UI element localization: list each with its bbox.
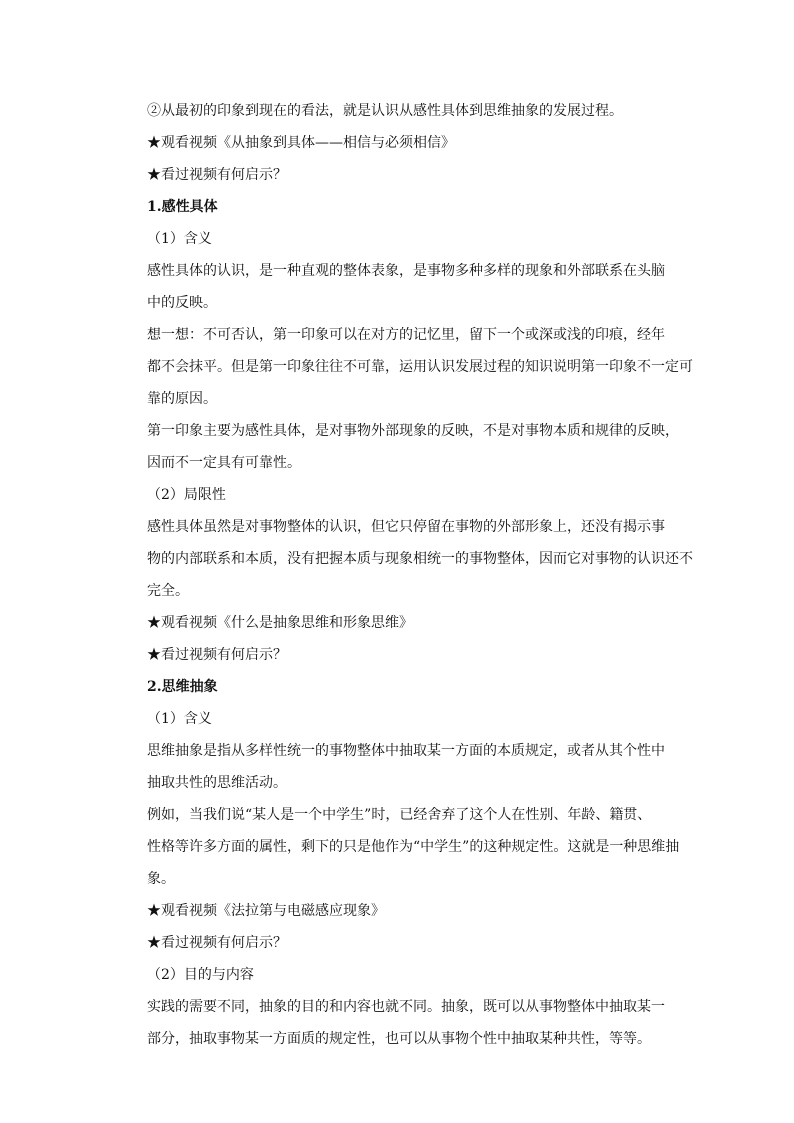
text-line: ②从最初的印象到现在的看法，就是认识从感性具体到思维抽象的发展过程。	[147, 103, 623, 119]
text-line: 完全。	[147, 583, 189, 599]
subheading-limitations	[147, 479, 682, 511]
paragraph-think-about-it	[147, 319, 693, 415]
text-line: ★观看视频《法拉第与电磁感应现象》	[147, 903, 385, 919]
heading-thinking-abstraction	[147, 671, 682, 703]
paragraph-development-process	[147, 95, 682, 127]
video-prompt-abstract-to-concrete	[147, 127, 682, 159]
text-line: 思维抽象是指从多样性统一的事物整体中抽取某一方面的本质规定，或者从其个性中	[147, 743, 665, 759]
paragraph-perceptual-definition	[147, 255, 682, 319]
text-line: （2）局限性	[147, 487, 226, 503]
video-reflection-question	[147, 639, 682, 671]
text-line: 性格等许多方面的属性，剩下的只是他作为“中学生”的这种规定性。这就是一种思维抽	[147, 839, 680, 855]
text-line: ★看过视频有何启示？	[147, 167, 287, 183]
text-line: （1）含义	[147, 231, 212, 247]
text-line: 靠的原因。	[147, 391, 217, 407]
text-line: 感性具体的认识，是一种直观的整体表象，是事物多种多样的现象和外部联系在头脑	[147, 263, 665, 279]
paragraph-purpose-content	[147, 991, 682, 1055]
text-line: 抽取共性的思维活动。	[147, 775, 287, 791]
text-line: 2.思维抽象	[147, 679, 218, 695]
text-line: 想一想：不可否认，第一印象可以在对方的记忆里，留下一个或深或浅的印痕，经年	[147, 327, 665, 343]
video-prompt-abstract-thinking	[147, 607, 682, 639]
text-line: （2）目的与内容	[147, 967, 254, 983]
text-line: 实践的需要不同，抽象的目的和内容也就不同。抽象，既可以从事物整体中抽取某一	[147, 999, 665, 1015]
paragraph-abstraction-definition	[147, 735, 682, 799]
text-line: 都不会抹平。但是第一印象往往不可靠，运用认识发展过程的知识说明第一印象不一定可	[147, 359, 693, 375]
text-line: 因而不一定具有可靠性。	[147, 455, 301, 471]
text-line: ★看过视频有何启示？	[147, 935, 287, 951]
paragraph-first-impression-answer	[147, 415, 682, 479]
text-line: ★观看视频《从抽象到具体——相信与必须相信》	[147, 135, 455, 151]
heading-perceptual-concrete	[147, 191, 682, 223]
subheading-meaning	[147, 223, 682, 255]
text-line: 感性具体虽然是对事物整体的认识，但它只停留在事物的外部形象上，还没有揭示事	[147, 519, 665, 535]
text-line: 第一印象主要为感性具体，是对事物外部现象的反映，不是对事物本质和规律的反映，	[147, 423, 679, 439]
text-line: 1.感性具体	[147, 199, 218, 215]
subheading-purpose-content	[147, 959, 682, 991]
text-line: （1）含义	[147, 711, 212, 727]
text-line: ★观看视频《什么是抽象思维和形象思维》	[147, 615, 413, 631]
document-body	[147, 95, 693, 1055]
subheading-meaning	[147, 703, 682, 735]
text-line: 象。	[147, 871, 175, 887]
text-line: 部分，抽取事物某一方面质的规定性，也可以从事物个性中抽取某种共性，等等。	[147, 1031, 651, 1047]
text-line: ★看过视频有何启示？	[147, 647, 287, 663]
video-reflection-question	[147, 927, 682, 959]
text-line: 例如，当我们说“某人是一个中学生”时，已经舍弃了这个人在性别、年龄、籍贯、	[147, 807, 652, 823]
video-prompt-faraday	[147, 895, 682, 927]
paragraph-limitations	[147, 511, 693, 607]
paragraph-student-example	[147, 799, 682, 895]
video-reflection-question	[147, 159, 682, 191]
text-line: 物的内部联系和本质，没有把握本质与现象相统一的事物整体，因而它对事物的认识还不	[147, 551, 693, 567]
text-line: 中的反映。	[147, 295, 217, 311]
